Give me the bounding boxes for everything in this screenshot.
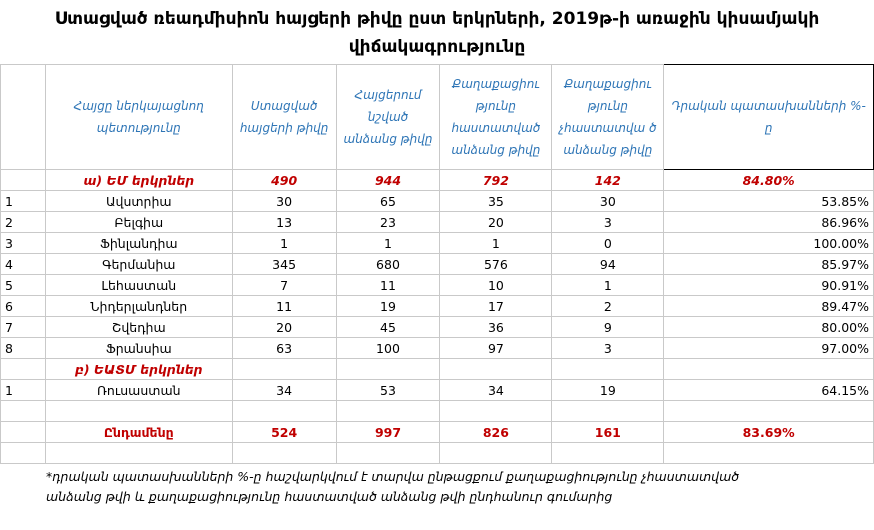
row-confirmed[interactable]: 35 (440, 191, 552, 212)
row-mentioned[interactable]: 1 (336, 233, 440, 254)
cell[interactable] (1, 170, 46, 191)
row-received[interactable]: 345 (232, 254, 336, 275)
group-row-eu (1, 170, 874, 191)
cell[interactable] (552, 359, 664, 380)
totals-mentioned[interactable]: 997 (336, 422, 440, 443)
totals-positive[interactable]: 83.69% (664, 422, 874, 443)
table-row (1, 380, 874, 401)
row-positive[interactable]: 90.91% (664, 275, 874, 296)
row-confirmed[interactable]: 17 (440, 296, 552, 317)
table-row (1, 296, 874, 317)
group-label-eaeu[interactable]: բ) ԵԱՏՄ երկրներ (45, 359, 232, 380)
header-positive[interactable]: Դրական պատասխանների %-ը (664, 65, 874, 170)
row-country[interactable]: Ֆինլանդիա (45, 233, 232, 254)
row-unconfirmed[interactable]: 1 (552, 275, 664, 296)
row-unconfirmed[interactable]: 9 (552, 317, 664, 338)
group-eu-mentioned[interactable]: 944 (336, 170, 440, 191)
row-unconfirmed[interactable]: 94 (552, 254, 664, 275)
row-unconfirmed[interactable]: 0 (552, 233, 664, 254)
cell[interactable] (664, 443, 874, 464)
cell[interactable] (440, 359, 552, 380)
cell[interactable] (1, 443, 46, 464)
row-received[interactable]: 20 (232, 317, 336, 338)
cell[interactable] (1, 359, 46, 380)
totals-row (1, 422, 874, 443)
footnote (46, 467, 846, 507)
header-index[interactable] (1, 65, 46, 170)
row-index[interactable]: 3 (1, 233, 46, 254)
table-row (1, 338, 874, 359)
header-unconfirmed[interactable]: Քաղաքացիու թյունը չհաստատվա ծ անձանց թիվը (552, 65, 664, 170)
footnote-line-1: *դրական պատասխանների %-ը հաշվարկվում է տարվա ընթացքում քաղաքացիությունը չհաստատված (46, 469, 740, 484)
row-unconfirmed[interactable]: 3 (552, 212, 664, 233)
data-table (0, 64, 874, 464)
cell[interactable] (45, 443, 232, 464)
table-row (1, 317, 874, 338)
row-positive[interactable]: 80.00% (664, 317, 874, 338)
row-mentioned[interactable]: 680 (336, 254, 440, 275)
row-country[interactable]: Նիդերլանդներ (45, 296, 232, 317)
cell[interactable] (336, 359, 440, 380)
row-positive[interactable]: 100.00% (664, 233, 874, 254)
row-country[interactable]: Ռուսաստան (45, 380, 232, 401)
cell[interactable] (1, 401, 46, 422)
row-confirmed[interactable]: 10 (440, 275, 552, 296)
row-positive[interactable]: 85.97% (664, 254, 874, 275)
row-mentioned[interactable]: 45 (336, 317, 440, 338)
cell[interactable] (232, 443, 336, 464)
row-country[interactable]: Շվեդիա (45, 317, 232, 338)
eaeu-rows (1, 380, 874, 401)
row-mentioned[interactable]: 53 (336, 380, 440, 401)
group-row-eaeu (1, 359, 874, 380)
row-index[interactable]: 5 (1, 275, 46, 296)
group-label-eu[interactable]: ա) ԵՄ երկրներ (45, 170, 232, 191)
table-row (1, 254, 874, 275)
blank-row (1, 401, 874, 422)
row-country[interactable]: Ավստրիա (45, 191, 232, 212)
cell[interactable] (664, 401, 874, 422)
cell[interactable] (232, 359, 336, 380)
row-received[interactable]: 63 (232, 338, 336, 359)
row-unconfirmed[interactable]: 3 (552, 338, 664, 359)
row-received[interactable]: 7 (232, 275, 336, 296)
row-index[interactable]: 1 (1, 191, 46, 212)
blank-row (1, 443, 874, 464)
cell[interactable] (232, 401, 336, 422)
header-confirmed[interactable]: Քաղաքացիու թյունը հաստատված անձանց թիվը (440, 65, 552, 170)
row-country[interactable]: Բելգիա (45, 212, 232, 233)
row-mentioned[interactable]: 100 (336, 338, 440, 359)
cell[interactable] (552, 443, 664, 464)
row-unconfirmed[interactable]: 19 (552, 380, 664, 401)
totals-label[interactable]: Ընդամենը (45, 422, 232, 443)
row-confirmed[interactable]: 97 (440, 338, 552, 359)
row-mentioned[interactable]: 23 (336, 212, 440, 233)
table-row (1, 212, 874, 233)
header-received[interactable]: Ստացված հայցերի թիվը (232, 65, 336, 170)
row-confirmed[interactable]: 576 (440, 254, 552, 275)
cell[interactable] (440, 401, 552, 422)
totals-received[interactable]: 524 (232, 422, 336, 443)
group-eu-unconfirmed[interactable]: 142 (552, 170, 664, 191)
row-country[interactable]: Գերմանիա (45, 254, 232, 275)
row-country[interactable]: Լեհաստան (45, 275, 232, 296)
cell[interactable] (664, 359, 874, 380)
title-line-1: Ստացված ռեադմիսիոն հայցերի թիվը ըստ երկրների, 2019թ-ի առաջին կիսամյակի (54, 9, 820, 29)
header-country[interactable]: Հայցը ներկայացնող պետությունը (45, 65, 232, 170)
row-received[interactable]: 1 (232, 233, 336, 254)
row-positive[interactable]: 86.96% (664, 212, 874, 233)
cell[interactable] (1, 422, 46, 443)
row-confirmed[interactable]: 20 (440, 212, 552, 233)
row-country[interactable]: Ֆրանսիա (45, 338, 232, 359)
cell[interactable] (336, 443, 440, 464)
row-positive[interactable]: 89.47% (664, 296, 874, 317)
cell[interactable] (45, 401, 232, 422)
group-eu-positive[interactable]: 84.80% (664, 170, 874, 191)
totals-confirmed[interactable]: 826 (440, 422, 552, 443)
row-received[interactable]: 30 (232, 191, 336, 212)
row-confirmed[interactable]: 36 (440, 317, 552, 338)
row-index[interactable]: 8 (1, 338, 46, 359)
table-row (1, 233, 874, 254)
table-row (1, 191, 874, 212)
row-index[interactable]: 6 (1, 296, 46, 317)
sheet-title (0, 0, 874, 64)
row-confirmed[interactable]: 34 (440, 380, 552, 401)
row-mentioned[interactable]: 11 (336, 275, 440, 296)
row-received[interactable]: 11 (232, 296, 336, 317)
row-unconfirmed[interactable]: 30 (552, 191, 664, 212)
totals-unconfirmed[interactable]: 161 (552, 422, 664, 443)
row-positive[interactable]: 64.15% (664, 380, 874, 401)
row-mentioned[interactable]: 65 (336, 191, 440, 212)
row-index[interactable]: 1 (1, 380, 46, 401)
row-confirmed[interactable]: 1 (440, 233, 552, 254)
table-row (1, 275, 874, 296)
cell[interactable] (440, 443, 552, 464)
row-index[interactable]: 2 (1, 212, 46, 233)
header-mentioned[interactable]: Հայցերում նշված անձանց թիվը (336, 65, 440, 170)
row-index[interactable]: 7 (1, 317, 46, 338)
row-positive[interactable]: 53.85% (664, 191, 874, 212)
header-row (1, 65, 874, 170)
eu-rows (1, 191, 874, 359)
row-received[interactable]: 13 (232, 212, 336, 233)
group-eu-received[interactable]: 490 (232, 170, 336, 191)
row-mentioned[interactable]: 19 (336, 296, 440, 317)
row-unconfirmed[interactable]: 2 (552, 296, 664, 317)
group-eu-confirmed[interactable]: 792 (440, 170, 552, 191)
row-index[interactable]: 4 (1, 254, 46, 275)
cell[interactable] (336, 401, 440, 422)
row-positive[interactable]: 97.00% (664, 338, 874, 359)
cell[interactable] (552, 401, 664, 422)
title-line-2: վիճակագրությունը (348, 37, 526, 57)
row-received[interactable]: 34 (232, 380, 336, 401)
footnote-line-2: անձանց թվի և քաղաքացիությունը հաստատված անձանց թվի ընդհանուր գումարից (46, 489, 613, 504)
